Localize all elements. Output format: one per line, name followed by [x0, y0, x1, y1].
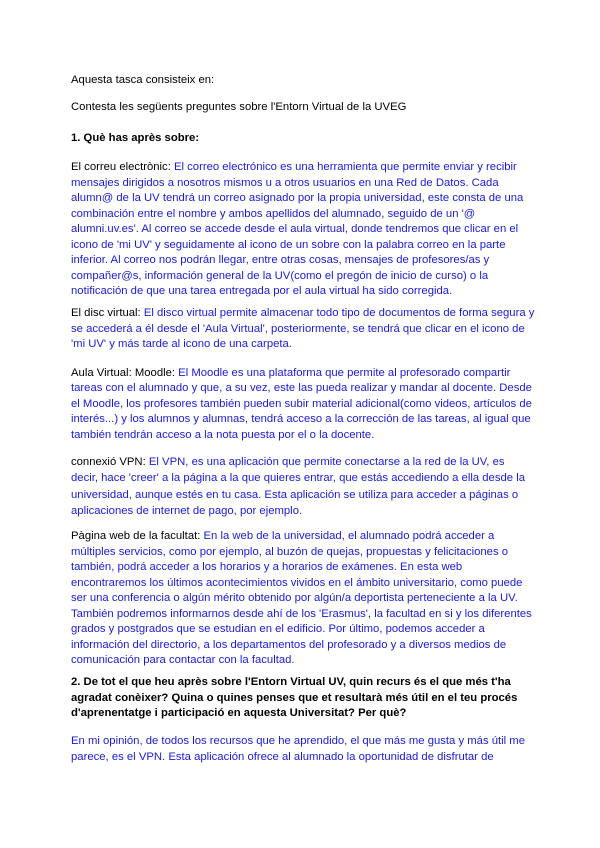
task-line: Contesta les següents preguntes sobre l'Entorn Virtual de la UVEG	[71, 101, 407, 113]
web-line-7: grados y postgrados que se estudian en el edificio. Por último, podemos acceder a	[71, 623, 485, 635]
correu-line-5: alumni.uv.es'. Al correo se accede desde el aula virtual, donde tendremos que clicar en el	[71, 223, 519, 235]
disc-line-1: El disc virtual: El disco virtual permite almacenar todo tipo de documentos de forma segura y	[71, 307, 535, 319]
vpn-line-1: connexió VPN: El VPN, es una aplicación que permite conectarse a la red de la UV, es	[71, 456, 505, 468]
web-line-9: comunicación para contactar con la facultad.	[71, 654, 295, 666]
answer-line-2: parece, es el VPN. Esta aplicación ofrece al alumnado la oportunidad de disfrutar de	[71, 751, 494, 763]
vpn-line-2: decir, hace 'creer' a la página a la que quieres entrar, que estás accediendo a ella desde la	[71, 472, 525, 484]
aula-line-4: interés...) y los alumnos y alumnas, tendrá acceso a la corrección de las tareas, al igual que	[71, 413, 531, 425]
answer-line-1: En mi opinión, de todos los recursos que he aprendido, el que más me gusta y más útil me	[71, 735, 526, 747]
web-line-2: múltiples servicios, como por ejemplo, al buzón de quejas, propuestas y felicitaciones o	[71, 546, 509, 558]
correu-line-7: inferior. Al correo nos podrán llegar, entre otras cosas, mensajes de profesores/as y	[71, 254, 490, 266]
web-line-1: Pàgina web de la facultat: En la web de la universidad, el alumnado podrá acceder a	[71, 530, 495, 542]
aula-line-2: tareas con el alumnado y que, a su vez, este las pueda realizar y mandar al docente. Desde	[71, 382, 532, 394]
correu-line-6: icono de 'mi UV' y seguidamente al icono de un sobre con la palabra correo en la parte	[71, 239, 506, 251]
intro-line: Aquesta tasca consisteix en:	[71, 74, 215, 86]
disc-line-3: 'mi UV' y más tarde al icono de una carpeta.	[71, 338, 292, 350]
correu-line-2: mensajes dirigidos a nosotros mismos u a otros usuarios en una Red de Datos. Cada	[71, 177, 499, 189]
web-line-3: también, podrá acceder a los horarios y a horarios de exámenes. En esta web	[71, 561, 463, 573]
web-line-5: ser una conferencia o algún mérito obtenido por algún/a deportista perteneciente a la UV.	[71, 592, 518, 604]
aula-line-1: Aula Virtual: Moodle: El Moodle es una plataforma que permite al profesorado compartir	[71, 367, 511, 379]
correu-line-8: compañer@s, información general de la UV(como el pregón de inicio de curso) o la	[71, 270, 489, 282]
correu-line-4: combinación entre el nombre y ambos apellidos del alumnado, seguido de un '@	[71, 208, 476, 220]
web-line-4: encontraremos los últimos acontecimientos vividos en el ámbito universitario, como puede	[71, 577, 523, 589]
question-2-line-3: d'aprenentatge i participació en aquesta Universitat? Per què?	[71, 707, 407, 719]
correu-line-1: El correu electrònic: El correo electrónico es una herramienta que permite enviar y recibir	[71, 161, 517, 173]
question-1-heading: 1. Què has après sobre:	[71, 132, 200, 144]
correu-line-9: notificación de que una tarea entregada por el aula virtual ha sido corregida.	[71, 285, 453, 297]
vpn-line-3: universidad, aunque estés en tu casa. Esta aplicación se utiliza para acceder a páginas o	[71, 489, 519, 501]
question-2-line-2: agradat conèixer? Quina o quines penses que et resultarà més útil en el teu procés	[71, 692, 518, 704]
aula-line-5: también tendrán acceso a la nota puesta por el o la docente.	[71, 429, 375, 441]
aula-line-3: el Moodle, los profesores también pueden subir material adicional(como videos, artículos de	[71, 398, 532, 410]
correu-line-3: alumn@ de la UV tendrá un correo asignado por la propia universidad, este consta de una	[71, 192, 524, 204]
web-line-6: También podremos informarnos desde ahí de los 'Erasmus', la facultad en si y los diferentes	[71, 608, 532, 620]
vpn-line-4: aplicaciones de internet de pago, por ejemplo.	[71, 505, 303, 517]
web-line-8: información del directorio, a los departamentos del profesorado y a diversos medios de	[71, 639, 507, 651]
disc-line-2: se accederá a él desde el 'Aula Virtual', posteriormente, se tendrá que clicar en el icono de	[71, 323, 525, 335]
question-2-line-1: 2. De tot el que heu après sobre l'Entorn Virtual UV, quin recurs és el que més t'ha	[71, 676, 511, 688]
